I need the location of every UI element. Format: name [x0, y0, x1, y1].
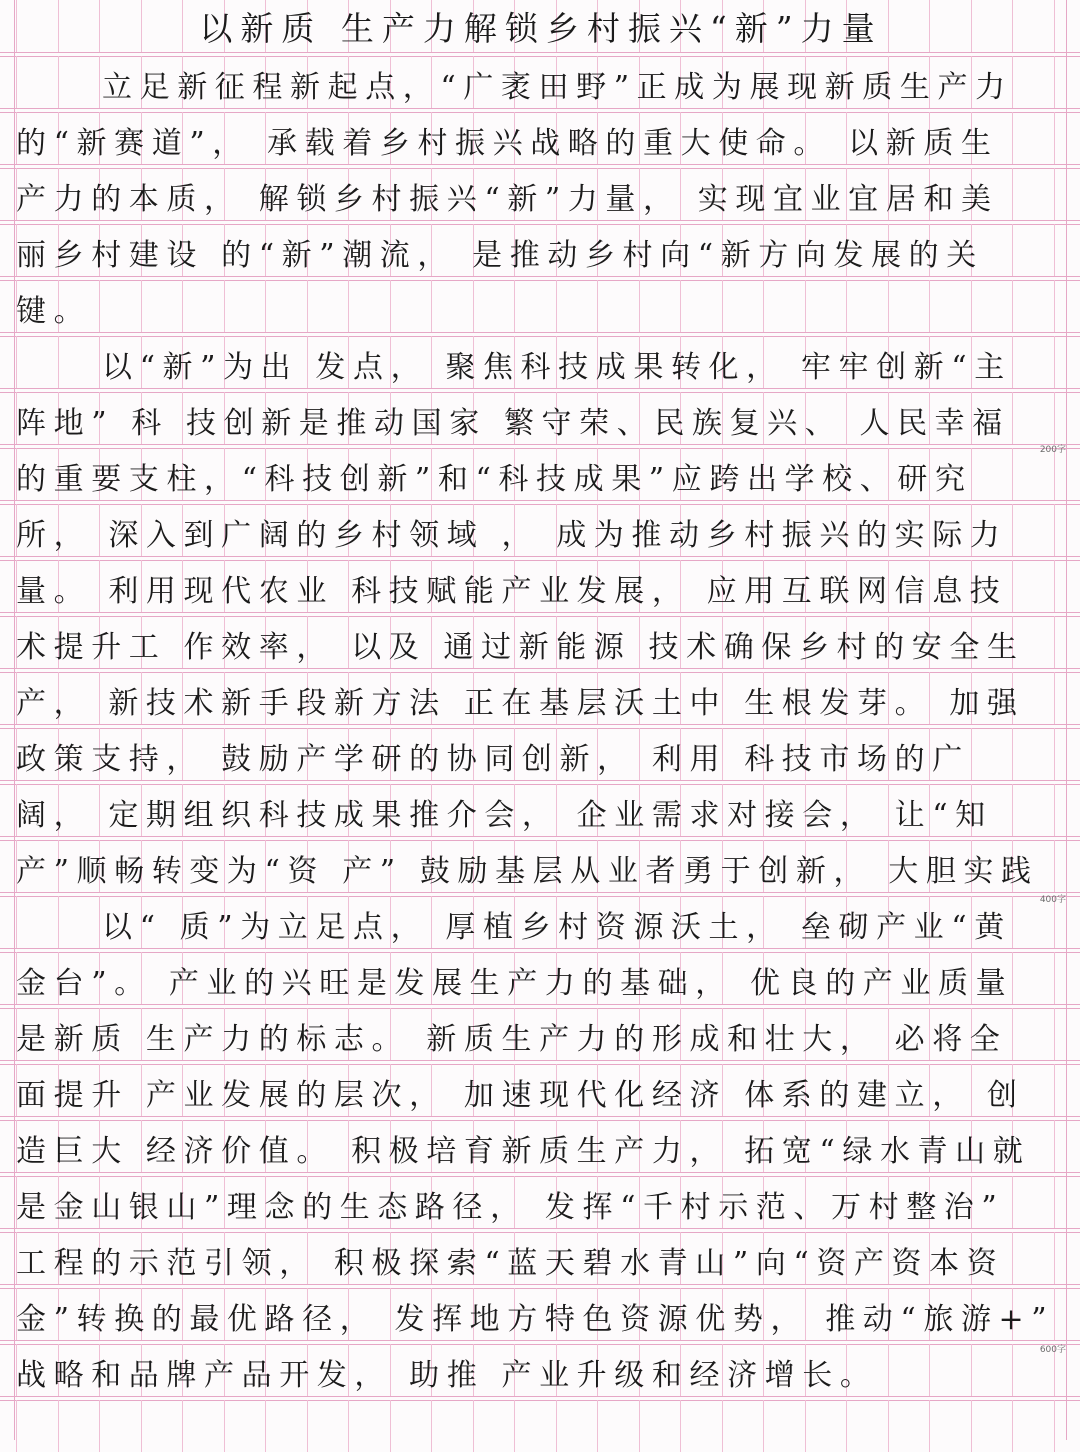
grid-line [722, 1400, 723, 1452]
paragraph-line: 产， 新技术新手段新方法 正在基层沃土中 生根发芽。 加强 [16, 686, 1025, 721]
grid-line [763, 1400, 764, 1452]
grid-line [597, 1400, 598, 1452]
essay-title: 以新质 生产力解锁乡村振兴“新”力量 [199, 8, 883, 48]
paragraph-line: 阵地” 科 技创新是推动国家 繁守荣、民族复兴、 人民幸福 [16, 406, 1010, 441]
grid-line [473, 1400, 474, 1452]
paragraph-line: 阔， 定期组织科技成果推介会， 企业需求对接会， 让“知 [16, 798, 993, 833]
grid-line [348, 1400, 349, 1452]
paragraph-line: 政策支持， 鼓励产学研的协同创新， 利用 科技市场的广 [16, 742, 970, 777]
paragraph-line: 造巨大 经济价值。 积极培育新质生产力， 拓宽“绿水青山就 [16, 1134, 1031, 1169]
paragraph-line: 的“新赛道”， 承载着乡村振兴战略的重大使命。 以新质生 [16, 126, 999, 161]
grid-line [16, 1400, 17, 1452]
paragraph-line: 战略和品牌产品开发， 助推 产业升级和经济增长。 [16, 1358, 878, 1393]
paragraph-line: 是新质 生产力的标志。 新质生产力的形成和壮大， 必将全 [16, 1022, 1008, 1057]
paragraph-line: 术提升工 作效率， 以及 通过新能源 技术确保乡村的安全生 [16, 630, 1025, 665]
paragraph-line: 立足新征程新起点，“广袤田野”正成为展现新质生产力 [102, 70, 1013, 105]
paragraph-line: 金”转换的最优路径， 发挥地方特色资源优势， 推动“旅游+” [16, 1302, 1055, 1337]
grid-line [58, 1400, 59, 1452]
grid-line [141, 1400, 142, 1452]
paragraph-line: 产”顺畅转变为“资 产” 鼓励基层从业者勇于创新， 大胆实践 [16, 854, 1039, 889]
paragraph-line: 量。 利用现代农业 科技赋能产业发展， 应用互联网信息技 [16, 574, 1008, 609]
paragraph-line: 以“ 质”为立足点， 厚植乡村资源沃土， 垒砌产业“黄 [102, 910, 1012, 945]
grid-line [390, 1400, 391, 1452]
word-count-mark: 400字 [1039, 895, 1066, 905]
paragraph-line: 键。 [16, 294, 92, 329]
paragraph-line: 的重要支柱，“科技创新”和“科技成果”应跨出学校、研究 [16, 462, 973, 497]
margin-line [1066, 0, 1067, 1440]
paragraph-line: 丽乡村建设 的“新”潮流， 是推动乡村向“新方向发展的关 [16, 238, 984, 273]
grid-line [929, 1400, 930, 1452]
grid-line [639, 1400, 640, 1452]
paragraph-line: 工程的示范引领， 积极探索“蓝天碧水青山”向“资产资本资 [16, 1246, 1005, 1281]
margin-line [14, 0, 15, 1440]
word-count-mark: 600字 [1039, 1345, 1066, 1355]
grid-line [0, 56, 1080, 57]
grid-line [99, 1400, 100, 1452]
paragraph-line: 所， 深入到广阔的乡村领域 ， 成为推动乡村振兴的实际力 [16, 518, 1008, 553]
grid-line [514, 1400, 515, 1452]
grid-line [805, 1400, 806, 1452]
grid-line [1012, 1400, 1013, 1452]
grid-line [182, 1400, 183, 1452]
grid-line [556, 1400, 557, 1452]
grid-line [1054, 1400, 1055, 1452]
paragraph-line: 是金山银山”理念的生态路径， 发挥“千村示范、万村整治” [16, 1190, 1005, 1225]
paragraph-line: 金台”。 产业的兴旺是发展生产力的基础， 优良的产业质量 [16, 966, 1014, 1001]
grid-line [307, 1400, 308, 1452]
word-count-mark: 200字 [1039, 445, 1066, 455]
paragraph-line: 面提升 产业发展的层次， 加速现代化经济 体系的建立， 创 [16, 1078, 1025, 1113]
paragraph-line: 产力的本质， 解锁乡村振兴“新”力量， 实现宜业宜居和美 [16, 182, 999, 217]
grid-line [888, 1400, 889, 1452]
grid-line [431, 1400, 432, 1452]
grid-line [265, 1400, 266, 1452]
grid-line [971, 1400, 972, 1452]
grid-line [846, 1400, 847, 1452]
grid-line [680, 1400, 681, 1452]
paragraph-line: 以“新”为出 发点， 聚焦科技成果转化， 牢牢创新“主 [102, 350, 1012, 385]
grid-line [224, 1400, 225, 1452]
